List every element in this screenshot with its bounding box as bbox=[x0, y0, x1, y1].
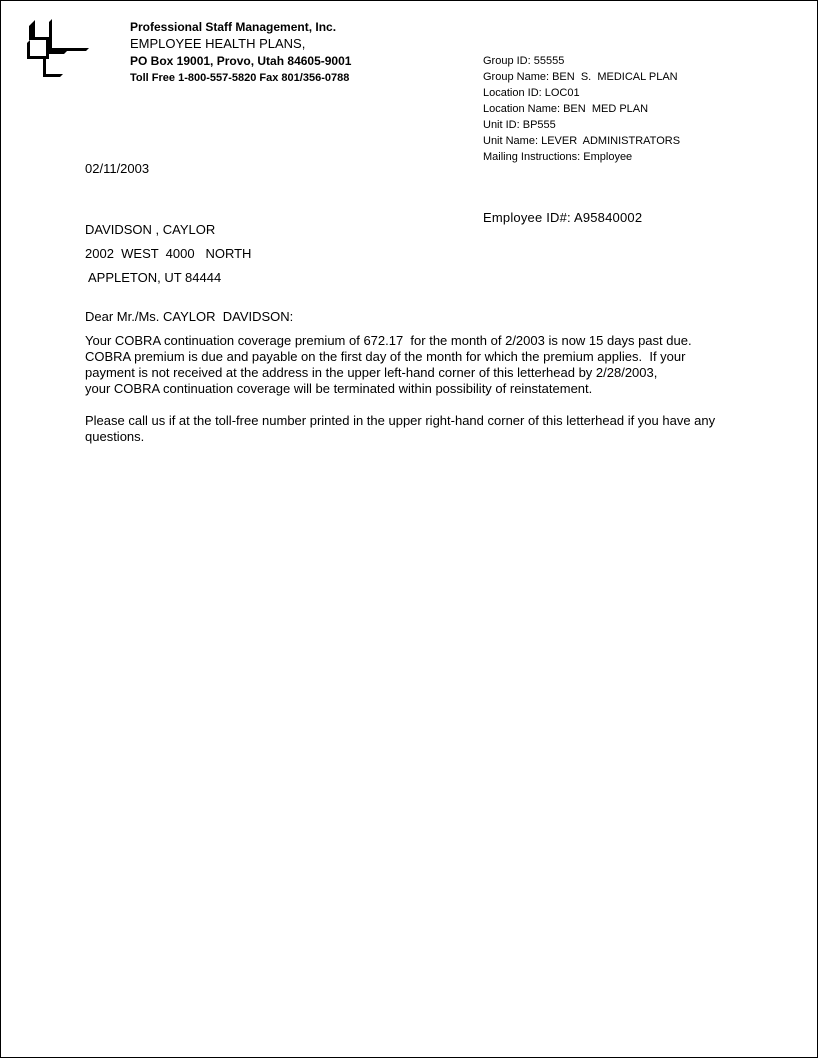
paragraph-line: your COBRA continuation coverage will be terminated within possibility of reinstatement. bbox=[85, 381, 593, 396]
department-name: EMPLOYEE HEALTH PLANS, bbox=[130, 36, 306, 51]
recipient-street: 2002 WEST 4000 NORTH bbox=[85, 246, 252, 261]
salutation: Dear Mr./Ms. CAYLOR DAVIDSON: bbox=[85, 309, 294, 324]
paragraph-past-due-notice bbox=[85, 333, 745, 397]
location-id: Location ID: LOC01 bbox=[483, 87, 580, 99]
group-id: Group ID: 55555 bbox=[483, 55, 565, 67]
paragraph-contact bbox=[85, 413, 745, 445]
group-info-block bbox=[483, 53, 680, 165]
company-address: PO Box 19001, Provo, Utah 84605-9001 bbox=[130, 54, 352, 68]
paragraph-line: payment is not received at the address in the upper left-hand corner of this letterhead by 2/28/2003, bbox=[85, 365, 658, 380]
paragraph-line: Please call us if at the toll-free number printed in the upper right-hand corner of this letterhead if you have any bbox=[85, 413, 716, 428]
letterhead bbox=[130, 20, 351, 85]
company-name: Professional Staff Management, Inc. bbox=[130, 20, 337, 34]
recipient-city-state-zip: APPLETON, UT 84444 bbox=[88, 270, 222, 285]
paragraph-line: Your COBRA continuation coverage premium of 672.17 for the month of 2/2003 is now 15 days past due. bbox=[85, 333, 692, 348]
mailing-instructions: Mailing Instructions: Employee bbox=[483, 151, 633, 163]
group-name: Group Name: BEN S. MEDICAL PLAN bbox=[483, 71, 678, 83]
paragraph-line: questions. bbox=[85, 429, 145, 444]
company-phone: Toll Free 1-800-557-5820 Fax 801/356-0788 bbox=[130, 72, 350, 84]
unit-id: Unit ID: BP555 bbox=[483, 119, 556, 131]
unit-name: Unit Name: LEVER ADMINISTRATORS bbox=[483, 135, 681, 147]
employee-id: Employee ID#: A95840002 bbox=[483, 210, 643, 225]
letter-date: 02/11/2003 bbox=[85, 161, 150, 176]
recipient-address bbox=[85, 218, 251, 290]
location-name: Location Name: BEN MED PLAN bbox=[483, 103, 649, 115]
paragraph-line: COBRA premium is due and payable on the first day of the month for which the premium applies. If your bbox=[85, 349, 686, 364]
recipient-name: DAVIDSON , CAYLOR bbox=[85, 222, 216, 237]
interlocking-steps-logo-icon bbox=[25, 19, 93, 81]
